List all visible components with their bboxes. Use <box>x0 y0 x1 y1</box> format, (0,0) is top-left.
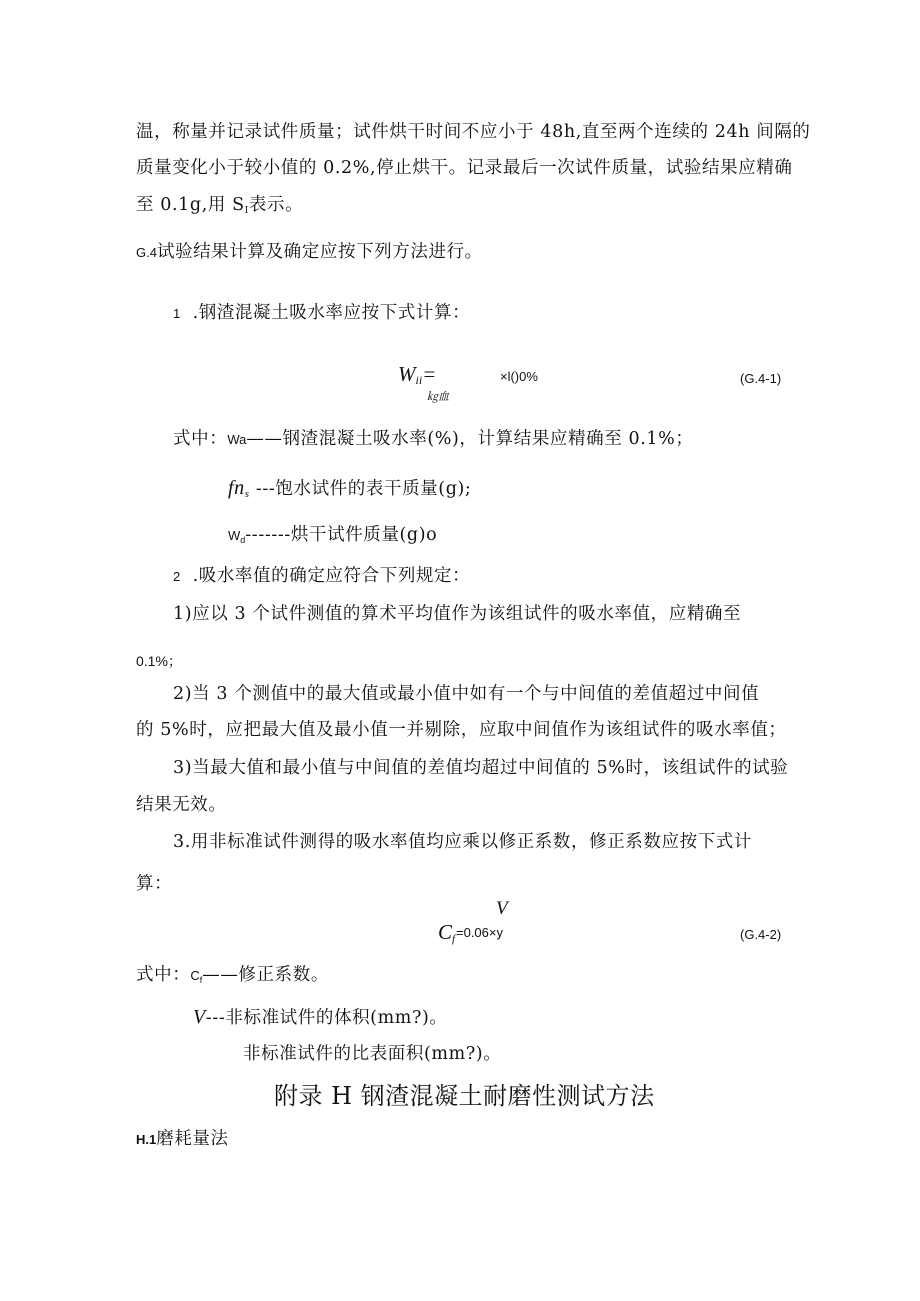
formula-g4-1 <box>398 362 558 402</box>
formula-g4-2 <box>438 898 558 948</box>
def-wd-symbol: $W_d$ <box>228 528 246 545</box>
formula2-rhs: =0.06×y <box>456 925 503 940</box>
item2-number: 2 <box>173 569 181 584</box>
section-h1-title: 磨耗量法 <box>156 1129 229 1149</box>
def-fns-symbol: $fn_s$ <box>228 477 250 500</box>
where1-lead: 式中： <box>173 429 228 449</box>
where1 <box>173 428 693 451</box>
formula1-factor: ×l()0% <box>500 369 538 384</box>
item2 <box>173 565 470 588</box>
where2 <box>136 964 329 991</box>
formula1-lhs-sub: ii <box>415 373 423 387</box>
section-g4-number: G.4 <box>136 245 157 260</box>
def-s: 非标准试件的比表面积(mm?)。 <box>243 1044 502 1064</box>
formula2-numerator: V <box>496 898 508 919</box>
section-g4-heading <box>136 241 483 264</box>
para1-line3-suffix: 表示。 <box>248 195 304 215</box>
para1-line1: 温，称量并记录试件质量；试件烘干时间不应小于 48h,直至两个连续的 24h 间隔的 <box>136 122 811 142</box>
where2-symbol: $C_f$ <box>190 968 203 985</box>
para1-line3 <box>136 194 303 222</box>
item3-line1: 3.用非标准试件测得的吸水率值均应乘以修正系数，修正系数应按下式计 <box>173 832 752 852</box>
appendix-h-title: 附录 H 钢渣混凝土耐磨性测试方法 <box>274 1082 655 1110</box>
rule3-line2: 结果无效。 <box>136 795 227 815</box>
def-wd <box>228 524 437 551</box>
eq-number-g4-1: (G.4-1) <box>740 371 782 386</box>
section-g4-title: 试验结果计算及确定应按下列方法进行。 <box>156 242 483 262</box>
section-h1-number: H.1 <box>136 1132 157 1147</box>
rule3-line1: 3)当最大值和最小值与中间值的差值均超过中间值的 5%时，该组试件的试验 <box>173 758 789 778</box>
where1-text: ——钢渣混凝土吸水率(%)，计算结果应精确至 0.1%； <box>246 429 694 449</box>
formula1-fraction: ㎏血 <box>427 391 449 403</box>
section-h1-heading <box>136 1128 229 1151</box>
item1-text: .钢渣混凝土吸水率应按下式计算： <box>192 303 471 323</box>
where2-lead: 式中： <box>136 965 191 985</box>
formula2-lhs: $C_f$ <box>438 920 456 945</box>
where1-symbol: Wa <box>227 432 247 447</box>
def-wd-text: -------烘干试件质量(g)o <box>245 525 438 545</box>
item2-text: .吸水率值的确定应符合下列规定： <box>192 566 471 586</box>
item3-line2: 算： <box>136 874 173 894</box>
rule1-line1: 1)应以 3 个试件测值的算术平均值作为该组试件的吸水率值，应精确至 <box>173 604 742 624</box>
rule1-line2: 0.1%； <box>136 653 182 669</box>
def-v-text: ---非标准试件的体积(mm?)。 <box>205 1008 448 1028</box>
para1-line3-sub: I <box>244 206 249 216</box>
def-v <box>193 1006 448 1029</box>
rule2-line1: 2)当 3 个测值中的最大值或最小值中如有一个与中间值的差值超过中间值 <box>173 684 760 704</box>
item1-number: 1 <box>173 306 181 321</box>
para1-line3-prefix: 至 0.1g,用 S <box>136 195 245 215</box>
rule2-line2: 的 5%时，应把最大值及最小值一并剔除，应取中间值作为该组试件的吸水率值； <box>136 720 787 740</box>
item1 <box>173 302 470 325</box>
where2-text: ——修正系数。 <box>202 965 329 985</box>
para1-line2: 质量变化小于较小值的 0.2%,停止烘干。记录最后一次试件质量，试验结果应精确 <box>136 158 793 178</box>
eq-number-g4-2: (G.4-2) <box>740 927 782 942</box>
def-fns-text: ---饱水试件的表干质量(g); <box>255 479 472 499</box>
formula1-lhs: $W_{ii}=$ <box>398 362 437 387</box>
def-v-symbol: V <box>193 1006 206 1028</box>
def-fns <box>228 477 471 505</box>
